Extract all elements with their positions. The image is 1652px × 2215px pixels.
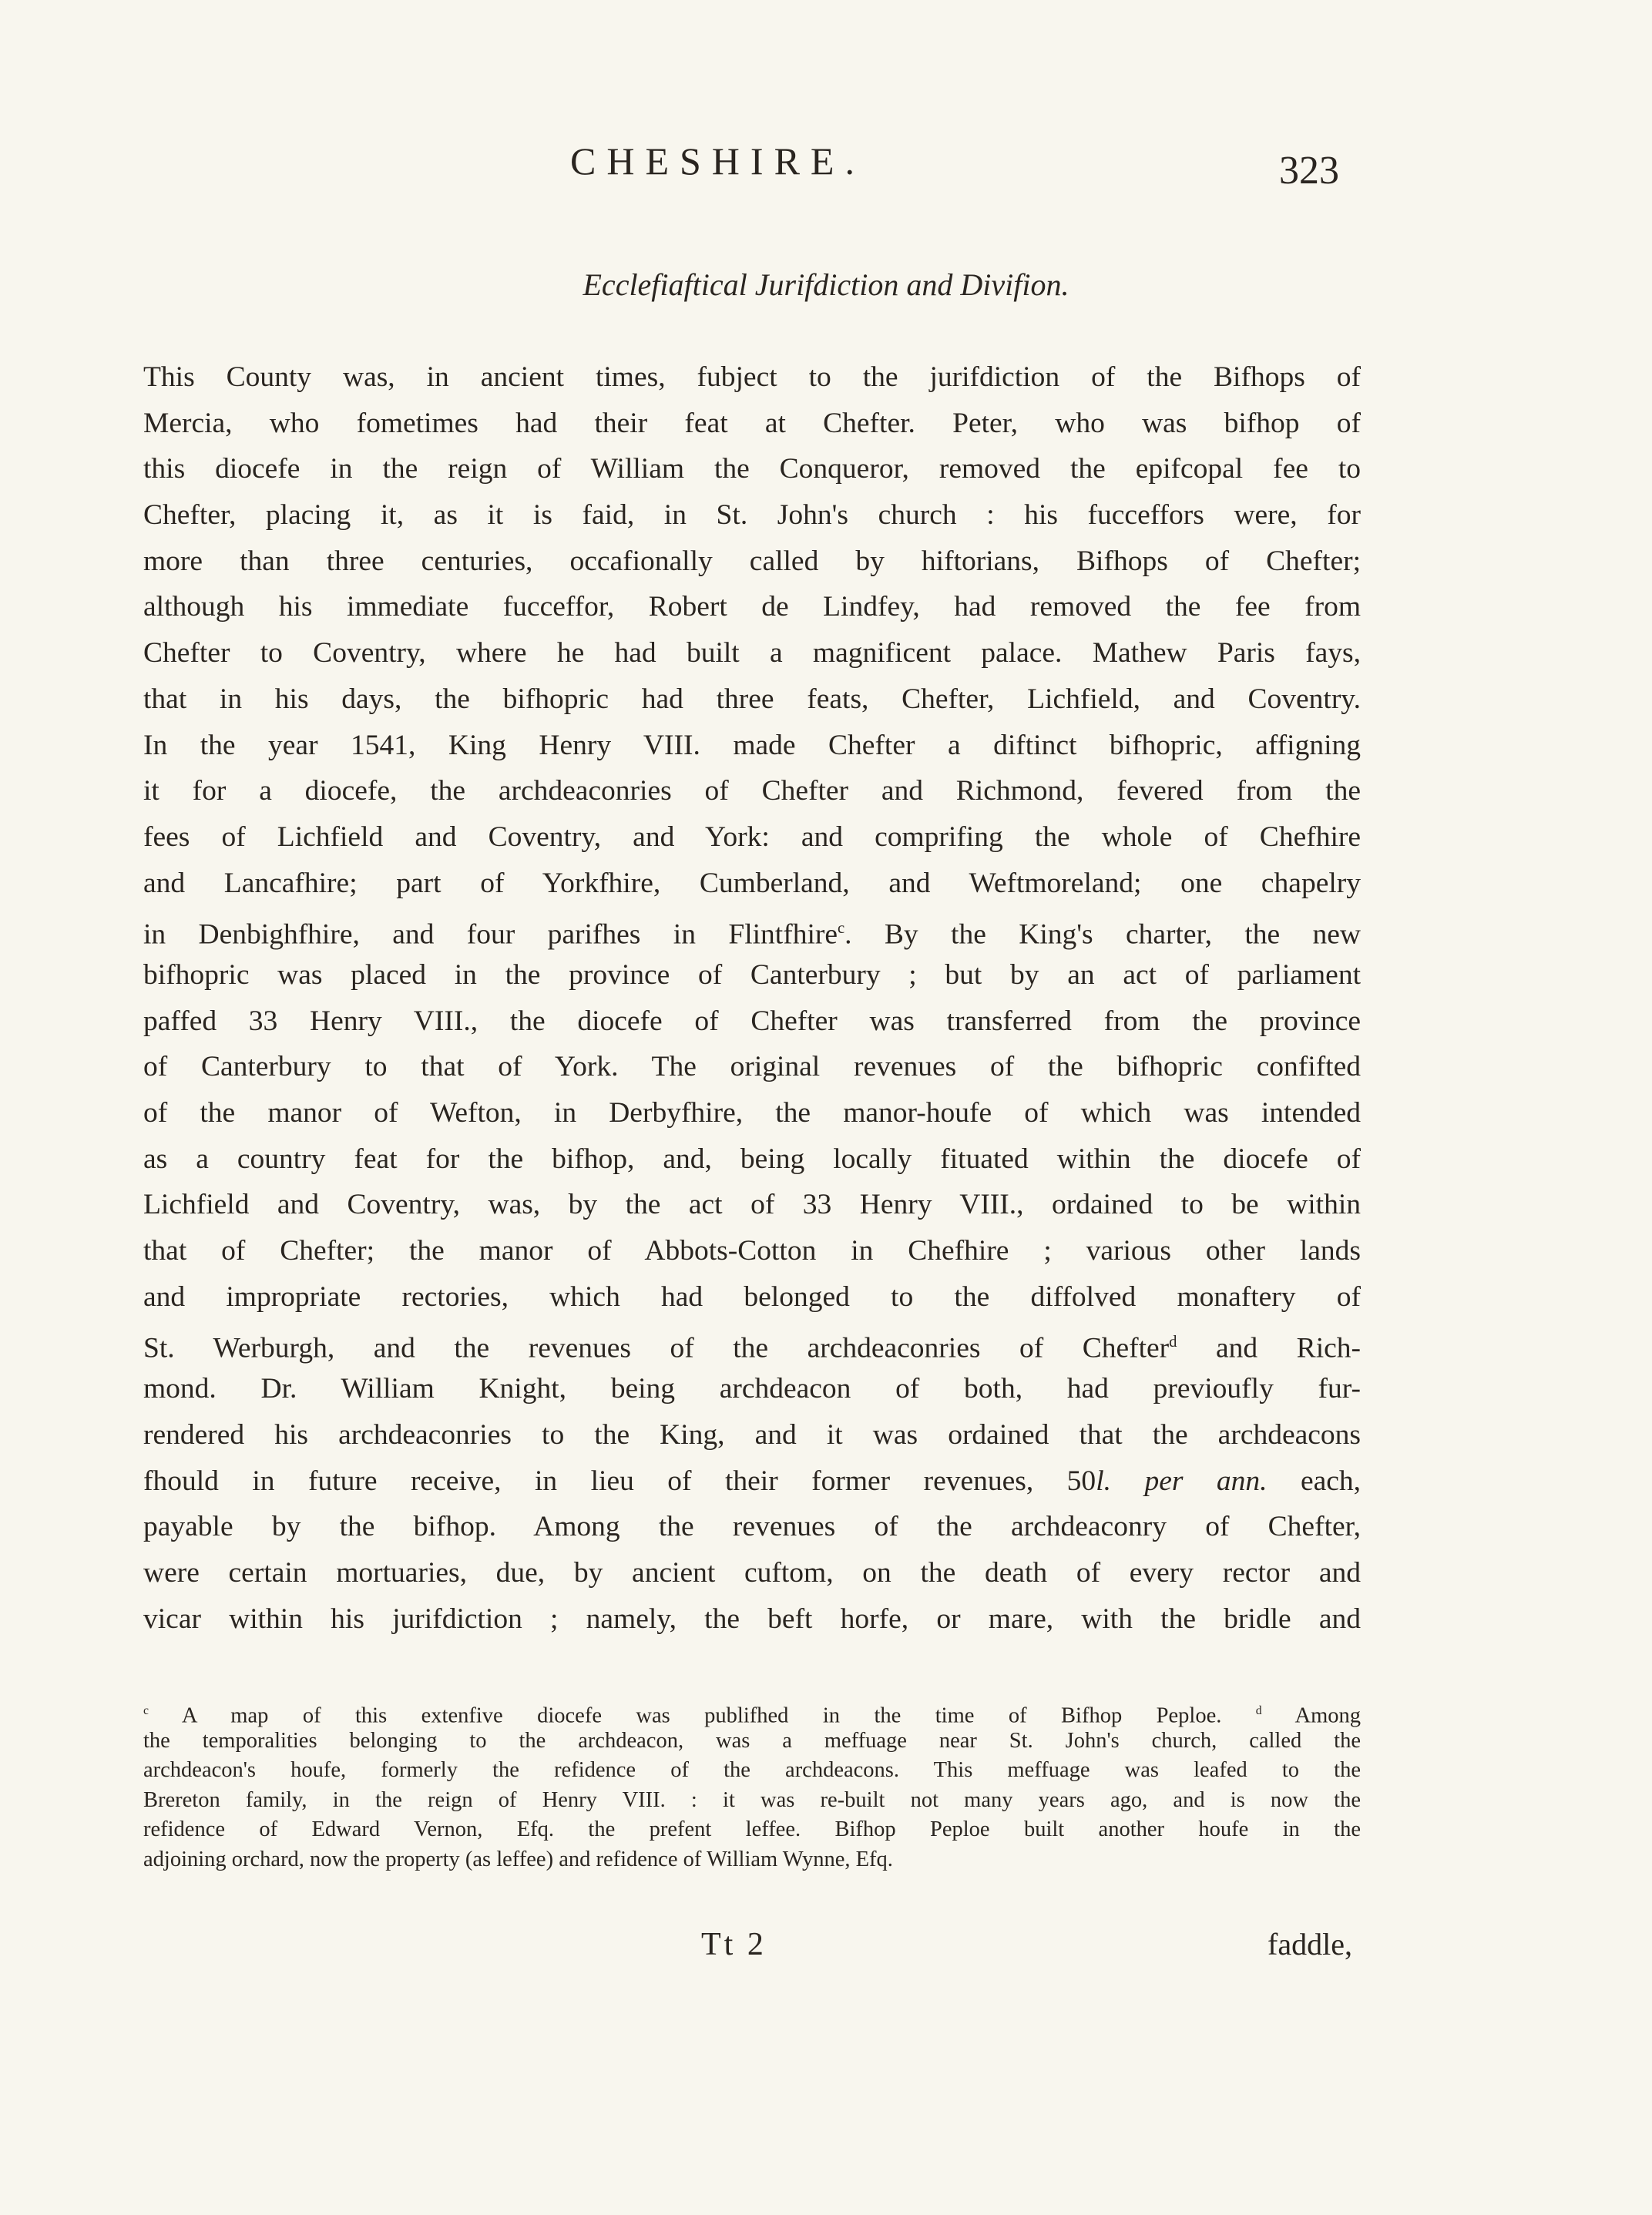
body-line-with-italics xyxy=(143,1458,1361,1505)
body-line: that in his days, the bifhopric had three feats, Chefter, Lichfield, and Coventry. xyxy=(143,683,1361,715)
body-line-tail: . By the King's charter, the new xyxy=(844,918,1361,951)
body-line: In the year 1541, King Henry VIII. made Chefter a diftinct bifhopric, affigning xyxy=(143,729,1361,761)
body-line-tail: and Rich- xyxy=(1216,1332,1361,1364)
pounds-abbrev: l. xyxy=(1096,1465,1111,1497)
body-line: of Canterbury to that of York. The original revenues of the bifhopric confifted xyxy=(143,1051,1361,1083)
footnote-d-start: Among xyxy=(1294,1703,1362,1728)
footnote-line: the temporalities belonging to the archdeacon, was a meffuage near St. John's church, called the xyxy=(143,1728,1361,1753)
body-line: rendered his archdeaconries to the King, and it was ordained that the archdeacons xyxy=(143,1418,1361,1451)
body-line: although his immediate fucceffor, Robert de Lindfey, had removed the fee from xyxy=(143,591,1361,623)
running-head xyxy=(0,139,1652,200)
body-line: Mercia, who fometimes had their feat at Chefter. Peter, who was bifhop of xyxy=(143,407,1361,439)
footnote-line: Brereton family, in the reign of Henry VIII. : it was re-built not many years ago, and is now the xyxy=(143,1787,1361,1812)
footnote-marker-c: c xyxy=(143,1704,149,1717)
footnote-ref-d: d xyxy=(1169,1334,1177,1351)
footnote-line: archdeacon's houfe, formerly the refidence of the archdeacons. This meffuage was leafed to the xyxy=(143,1758,1361,1783)
footnote-line: adjoining orchard, now the property (as leffee) and refidence of William Wynne, Efq. xyxy=(143,1847,893,1871)
body-text xyxy=(143,354,1361,1642)
body-line: fees of Lichfield and Coventry, and York: and comprifing the whole of Chefhire xyxy=(143,821,1361,853)
body-line-text: St. Werburgh, and the revenues of the archdeaconries of Chefter xyxy=(143,1332,1170,1364)
body-line: bifhopric was placed in the province of Canterbury ; but by an act of parliament xyxy=(143,958,1361,991)
body-line: This County was, in ancient times, fubject to the jurifdiction of the Bifhops of xyxy=(143,361,1361,393)
body-line: it for a diocefe, the archdeaconries of Chefter and Richmond, fevered from the xyxy=(143,775,1361,807)
body-line-text: in Denbighfhire, and four parifhes in Flintfhire xyxy=(143,918,838,951)
body-line: paffed 33 Henry VIII., the diocefe of Chefter was transferred from the province xyxy=(143,1005,1361,1037)
body-line: as a country feat for the bifhop, and, being locally fituated within the diocefe of xyxy=(143,1143,1361,1175)
footnote-line: refidence of Edward Vernon, Efq. the prefent leffee. Bifhop Peploe built another houfe in the xyxy=(143,1817,1361,1842)
footnote-marker-d: d xyxy=(1255,1704,1262,1717)
page-number: 323 xyxy=(1279,149,1339,193)
catchword: faddle, xyxy=(1268,1927,1352,1962)
body-line: payable by the bifhop. Among the revenues of the archdeaconry of Chefter, xyxy=(143,1511,1361,1543)
footnotes xyxy=(143,1696,1361,1875)
section-heading: Ecclefiaftical Jurifdiction and Divifion. xyxy=(583,267,1069,302)
body-line: mond. Dr. William Knight, being archdeacon of both, had previoufly fur- xyxy=(143,1373,1361,1405)
signature-mark: Tt 2 xyxy=(701,1927,767,1962)
footnote-ref-c: c xyxy=(838,920,845,938)
footnote-c-text: A map of this extenfive diocefe was publifhed in the time of Bifhop Peploe. xyxy=(181,1703,1222,1728)
body-line-with-note-c xyxy=(143,906,1361,952)
body-line: Chefter, placing it, as it is faid, in St. John's church : his fucceffors were, for xyxy=(143,499,1361,532)
body-line-text: fhould in future receive, in lieu of their former revenues, 50 xyxy=(143,1465,1096,1497)
footnote-line xyxy=(143,1696,1361,1727)
per-annum: per ann. xyxy=(1144,1465,1268,1497)
body-line: that of Chefter; the manor of Abbots-Cotton in Chefhire ; various other lands xyxy=(143,1235,1361,1267)
body-line: were certain mortuaries, due, by ancient cuftom, on the death of every rector and xyxy=(143,1556,1361,1589)
body-line: of the manor of Wefton, in Derbyfhire, the manor-houfe of which was intended xyxy=(143,1097,1361,1129)
body-line: this diocefe in the reign of William the Conqueror, removed the epifcopal fee to xyxy=(143,453,1361,485)
body-line: more than three centuries, occafionally called by hiftorians, Bifhops of Chefter; xyxy=(143,545,1361,577)
page-title: CHESHIRE. xyxy=(570,139,865,183)
body-line-with-note-d xyxy=(143,1320,1361,1366)
body-line: vicar within his jurifdiction ; namely, the beft horfe, or mare, with the bridle and xyxy=(143,1603,1361,1635)
body-line: Lichfield and Coventry, was, by the act of 33 Henry VIII., ordained to be within xyxy=(143,1189,1361,1221)
body-line-tail: each, xyxy=(1300,1465,1362,1497)
body-line: and Lancafhire; part of Yorkfhire, Cumberland, and Weftmoreland; one chapelry xyxy=(143,867,1361,899)
body-line: Chefter to Coventry, where he had built a magnificent palace. Mathew Paris fays, xyxy=(143,637,1361,670)
body-line: and impropriate rectories, which had belonged to the diffolved monaftery of xyxy=(143,1280,1361,1313)
